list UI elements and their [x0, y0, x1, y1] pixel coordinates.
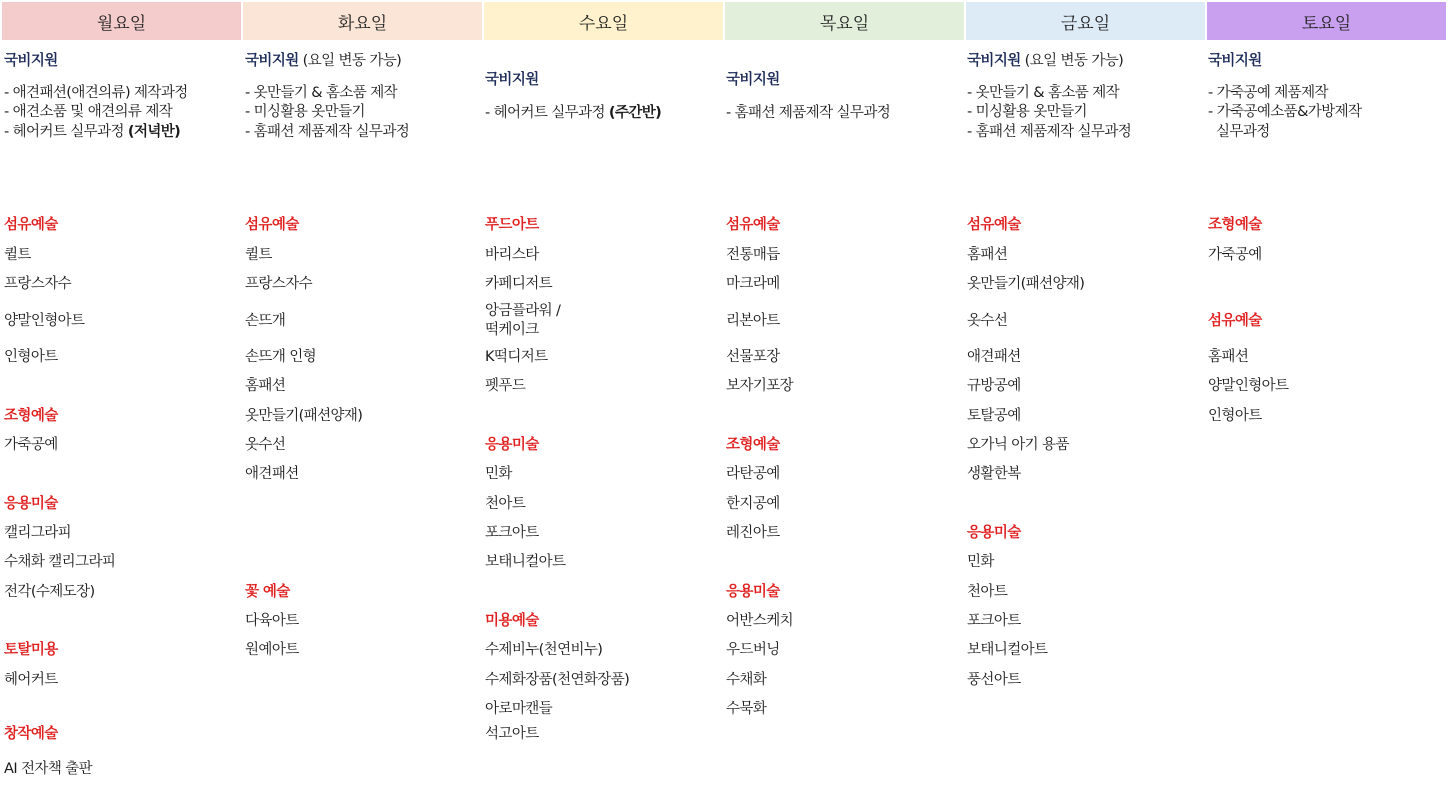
day-header-saturday: 토요일	[1207, 2, 1446, 40]
gov-support-heading	[245, 52, 401, 71]
class-item: 양말인형아트	[4, 313, 85, 329]
column-monday	[4, 0, 242, 794]
gov-support-title: 국비지원	[967, 53, 1021, 69]
day-header-wednesday: 수요일	[484, 2, 723, 40]
class-item: 수채화	[726, 672, 767, 688]
class-item: 선물포장	[726, 349, 780, 365]
class-item: 우드버닝	[726, 642, 780, 658]
category-title: 섬유예술	[1208, 313, 1262, 329]
class-item: 마크라메	[726, 276, 780, 292]
gov-course-line: - 미싱활용 옷만들기	[967, 104, 1087, 120]
class-item: 오가닉 아기 용품	[967, 437, 1069, 453]
day-header-friday: 금요일	[966, 2, 1205, 40]
class-item: 홈패션	[245, 378, 286, 394]
class-item: 보태니컬아트	[967, 642, 1048, 658]
class-item: 가죽공예	[4, 437, 58, 453]
class-item: 손뜨개	[245, 313, 286, 329]
class-item: 홈패션	[1208, 349, 1249, 365]
class-item: 전통매듭	[726, 247, 780, 263]
category-title: 조형예술	[726, 437, 780, 453]
class-item: 캘리그라피	[4, 525, 72, 541]
class-item: 인형아트	[1208, 408, 1262, 424]
class-item: 인형아트	[4, 349, 58, 365]
gov-course-line: - 홈패션 제품제작 실무과정	[245, 124, 410, 140]
column-tuesday	[245, 0, 483, 794]
gov-course-line: - 가죽공예 제품제작	[1208, 85, 1328, 101]
gov-course-line: - 애견패션(애견의류) 제작과정	[4, 85, 188, 101]
gov-support-title: 국비지원	[485, 72, 539, 88]
gov-course-line: - 가죽공예소품&가방제작	[1208, 104, 1362, 120]
gov-course-line: - 옷만들기 & 홈소품 제작	[245, 85, 398, 101]
category-title: 미용예술	[485, 613, 539, 629]
column-wednesday	[485, 0, 723, 794]
category-title: 응용미술	[485, 437, 539, 453]
class-item: 퀼트	[245, 247, 272, 263]
class-item: 옷만들기(패션양재)	[967, 276, 1085, 292]
category-title: 토탈미용	[4, 642, 58, 658]
class-item: 애견패션	[245, 466, 299, 482]
class-item: 앙금플라워 /	[485, 303, 561, 319]
day-header-thursday: 목요일	[725, 2, 964, 40]
class-item: 다육아트	[245, 613, 299, 629]
category-title: 섬유예술	[726, 217, 780, 233]
class-item: 포크아트	[967, 613, 1021, 629]
category-title: 섬유예술	[245, 217, 299, 233]
gov-course-line	[485, 104, 661, 123]
class-item: 손뜨개 인형	[245, 349, 317, 365]
gov-course-line: - 홈패션 제품제작 실무과정	[967, 124, 1132, 140]
class-item: 양말인형아트	[1208, 378, 1289, 394]
class-item: 헤어커트	[4, 672, 58, 688]
class-item: 옷수선	[967, 313, 1008, 329]
column-saturday	[1208, 0, 1446, 794]
class-item: 리본아트	[726, 313, 780, 329]
gov-support-title: 국비지원	[1208, 53, 1262, 69]
gov-course-line: - 애견소품 및 애견의류 제작	[4, 104, 173, 120]
gov-course-text: - 헤어커트 실무과정	[4, 124, 128, 140]
category-title: 조형예술	[4, 408, 58, 424]
gov-course-suffix: (저녁반)	[127, 124, 181, 140]
class-item: 가죽공예	[1208, 247, 1262, 263]
gov-support-title: 국비지원	[726, 72, 780, 88]
class-item: 옷만들기(패션양재)	[245, 408, 363, 424]
class-item: 보태니컬아트	[485, 554, 566, 570]
class-item: 민화	[967, 554, 994, 570]
class-item: 원예아트	[245, 642, 299, 658]
class-item: 생활한복	[967, 466, 1021, 482]
gov-course-line: - 미싱활용 옷만들기	[245, 104, 365, 120]
class-item: 어반스케치	[726, 613, 794, 629]
class-item: 천아트	[967, 584, 1008, 600]
class-item: 천아트	[485, 496, 526, 512]
class-item: 카페디저트	[485, 276, 553, 292]
class-item: 프랑스자수	[4, 276, 72, 292]
class-item: 전각(수제도장)	[4, 584, 95, 600]
class-item: K떡디저트	[485, 349, 548, 365]
gov-support-note: (요일 변동 가능)	[1020, 53, 1124, 69]
category-title: 응용미술	[967, 525, 1021, 541]
column-friday	[967, 0, 1205, 794]
class-item: 수제화장품(천연화장품)	[485, 672, 630, 688]
class-item: 옷수선	[245, 437, 286, 453]
class-item: 아로마캔들	[485, 701, 553, 717]
category-title: 꽃 예술	[245, 584, 290, 600]
class-item: 규방공예	[967, 378, 1021, 394]
gov-course-line: - 옷만들기 & 홈소품 제작	[967, 85, 1120, 101]
category-title: 창작예술	[4, 726, 58, 742]
class-item: 홈패션	[967, 247, 1008, 263]
class-item: 수묵화	[726, 701, 767, 717]
category-title: 응용미술	[4, 496, 58, 512]
gov-support-note: (요일 변동 가능)	[298, 53, 402, 69]
class-item: AI 전자책 출판	[4, 761, 93, 777]
category-title: 조형예술	[1208, 217, 1262, 233]
day-header-monday: 월요일	[2, 2, 241, 40]
day-header-tuesday: 화요일	[243, 2, 482, 40]
gov-support-title: 국비지원	[245, 53, 299, 69]
column-thursday	[726, 0, 964, 794]
class-item: 레진아트	[726, 525, 780, 541]
class-item: 포크아트	[485, 525, 539, 541]
gov-course-line: - 홈패션 제품제작 실무과정	[726, 105, 891, 121]
class-item: 풍선아트	[967, 672, 1021, 688]
class-item: 퀼트	[4, 247, 31, 263]
class-item: 수채화 캘리그라피	[4, 554, 116, 570]
class-item: 프랑스자수	[245, 276, 313, 292]
class-item: 보자기포장	[726, 378, 794, 394]
gov-course-suffix: (주간반)	[608, 105, 662, 121]
class-item: 라탄공예	[726, 466, 780, 482]
class-item: 민화	[485, 466, 512, 482]
gov-support-title: 국비지원	[4, 53, 58, 69]
gov-course-line: 실무과정	[1208, 124, 1270, 140]
class-item: 펫푸드	[485, 378, 526, 394]
class-item: 바리스타	[485, 247, 539, 263]
category-title: 섬유예술	[967, 217, 1021, 233]
class-item: 토탈공예	[967, 408, 1021, 424]
gov-support-heading	[967, 52, 1123, 71]
category-title: 푸드아트	[485, 217, 539, 233]
category-title: 응용미술	[726, 584, 780, 600]
class-item: 석고아트	[485, 726, 539, 742]
gov-course-line	[4, 123, 180, 142]
class-item: 떡케이크	[485, 322, 539, 338]
category-title: 섬유예술	[4, 217, 58, 233]
class-item: 애견패션	[967, 349, 1021, 365]
class-item: 한지공예	[726, 496, 780, 512]
gov-course-text: - 헤어커트 실무과정	[485, 105, 609, 121]
class-item: 수제비누(천연비누)	[485, 642, 603, 658]
